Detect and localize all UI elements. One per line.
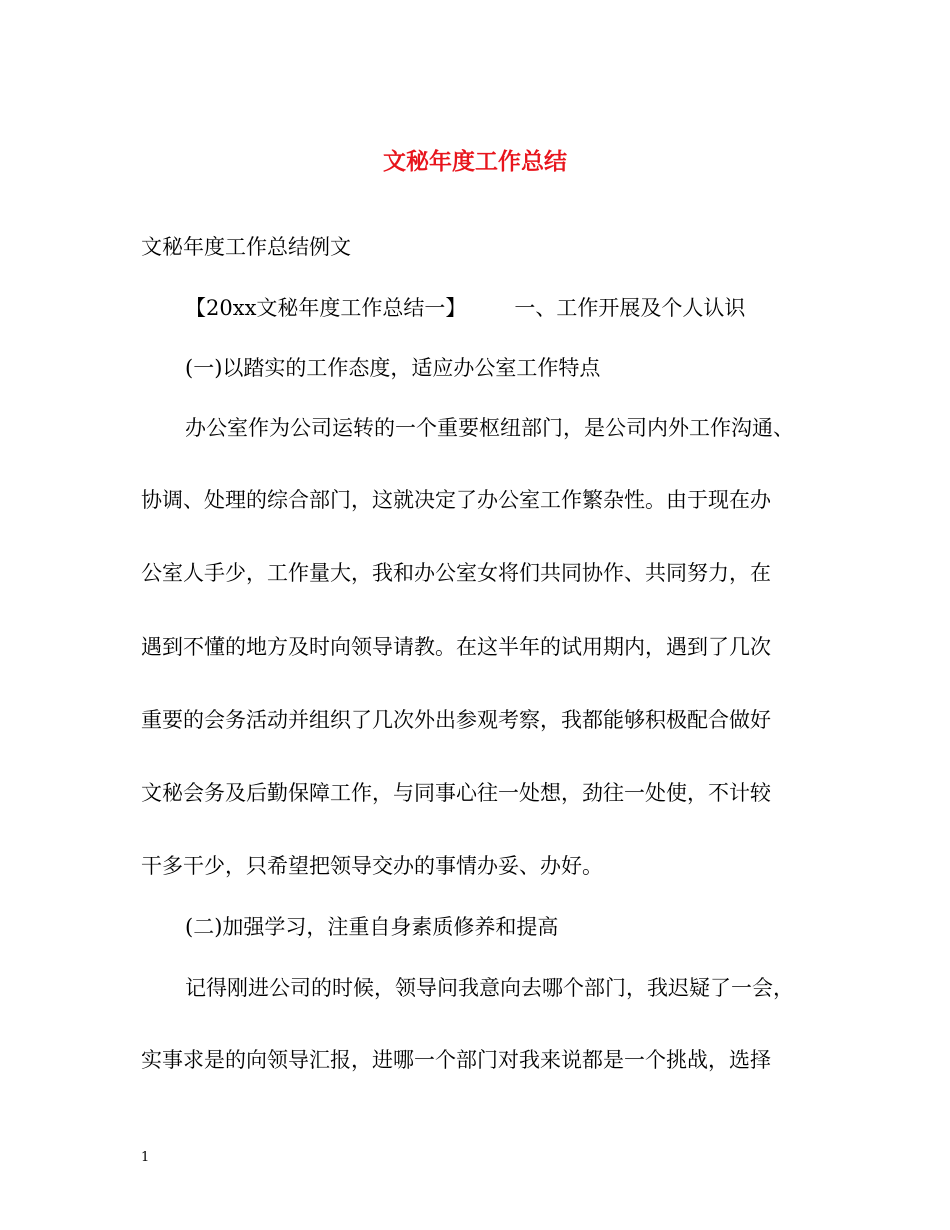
paragraph-line: 记得刚进公司的时候，领导问我意向去哪个部门，我迟疑了一会， bbox=[185, 976, 794, 1000]
page-number: 1 bbox=[141, 1150, 150, 1165]
summary-heading bbox=[185, 293, 875, 323]
paragraph-line: 办公室作为公司运转的一个重要枢纽部门，是公司内外工作沟通、 bbox=[185, 416, 794, 440]
paragraph-line: 重要的会务活动并组织了几次外出参观考察，我都能够积极配合做好 bbox=[141, 708, 771, 732]
summary-heading-label: 【20xx文秘年度工作总结一】 bbox=[185, 296, 467, 320]
paragraph-line: 遇到不懂的地方及时向领导请教。在这半年的试用期内，遇到了几次 bbox=[141, 635, 771, 659]
section1-heading: (一)以踏实的工作态度，适应办公室工作特点 bbox=[185, 356, 601, 380]
section2-heading: (二)加强学习，注重自身素质修养和提高 bbox=[185, 915, 559, 939]
paragraph-line: 公室人手少，工作量大，我和办公室女将们共同协作、共同努力，在 bbox=[141, 561, 771, 585]
paragraph-line: 实事求是的向领导汇报，进哪一个部门对我来说都是一个挑战，选择 bbox=[141, 1048, 771, 1072]
paragraph-line: 文秘会务及后勤保障工作，与同事心往一处想，劲往一处使，不计较 bbox=[141, 781, 771, 805]
document-title: 文秘年度工作总结 bbox=[383, 148, 567, 175]
paragraph-line: 干多干少，只希望把领导交办的事情办妥、办好。 bbox=[141, 854, 603, 878]
document-subtitle: 文秘年度工作总结例文 bbox=[141, 235, 351, 259]
section-heading-overview: 一、工作开展及个人认识 bbox=[514, 296, 746, 320]
paragraph-line: 协调、处理的综合部门，这就决定了办公室工作繁杂性。由于现在办 bbox=[141, 488, 771, 512]
